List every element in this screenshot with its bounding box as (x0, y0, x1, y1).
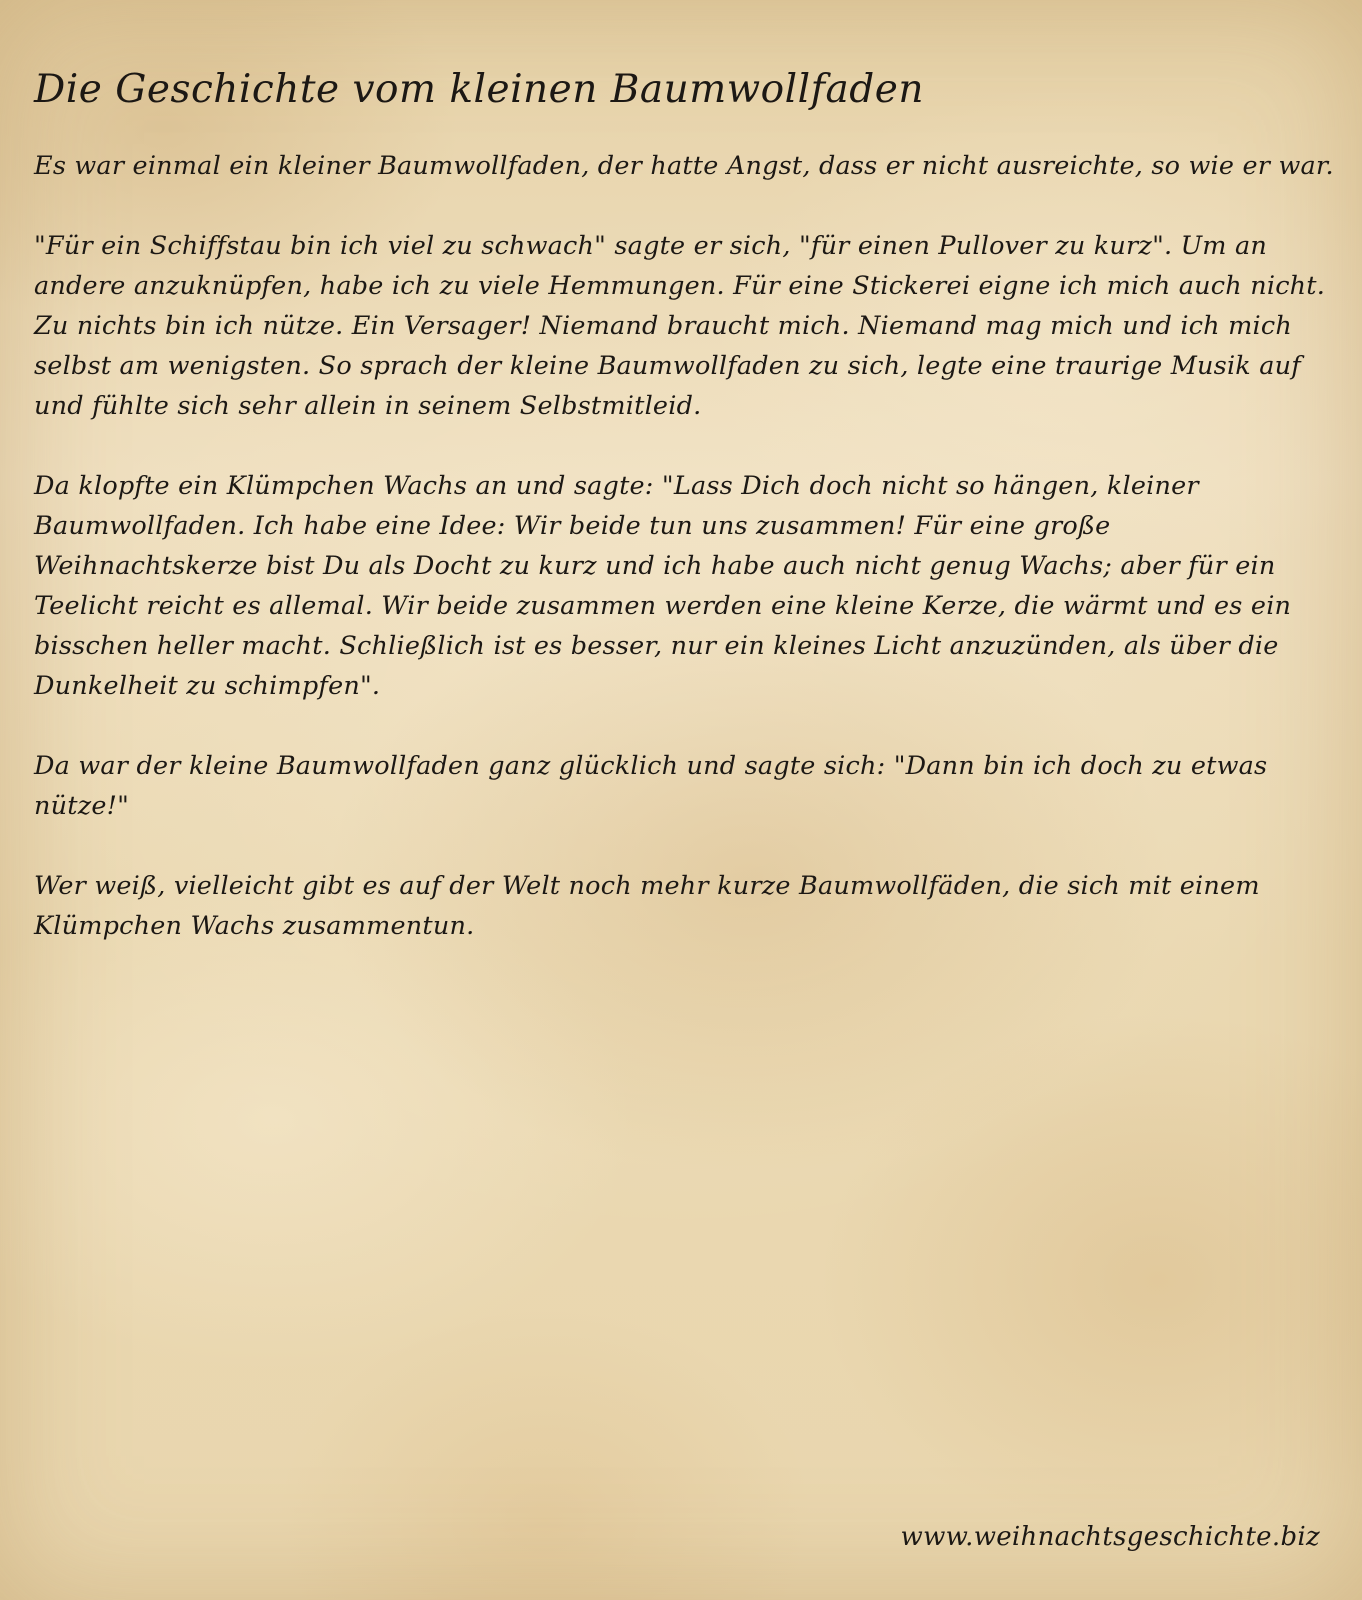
story-title: Die Geschichte vom kleinen Baumwollfaden (34, 67, 924, 112)
story-document (34, 58, 1334, 986)
story-paragraph-2: "Für ein Schiffstau bin ich viel zu schwach" sagte er sich, "für einen Pullover zu kurz". Um an andere anzuknüpfen, habe ich zu viele Hemmungen. Für eine Stickerei eigne ich mich auch nicht. Zu nichts bin ich nütze. Ein Versager! Niemand braucht mich. Niemand mag mich und ich mich selbst am wenigsten. So sprach der kleine Baumwollfaden zu sich, legte eine traurige Musik auf und fühlte sich sehr allein in seinem Selbstmitleid. (34, 231, 1326, 421)
story-paragraph-5: Wer weiß, vielleicht gibt es auf der Welt noch mehr kurze Baumwollfäden, die sich mit einem Klümpchen Wachs zusammentun. (34, 871, 1260, 941)
story-paragraph-3: Da klopfte ein Klümpchen Wachs an und sagte: "Lass Dich doch nicht so hängen, kleiner Baumwollfaden. Ich habe eine Idee: Wir beide tun uns zusammen! Für eine große Weihnachtskerze bist Du als Docht zu kurz und ich habe auch nicht genug Wachs; aber für ein Teelicht reicht es allemal. Wir beide zusammen werden eine kleine Kerze, die wärmt und es ein bisschen heller macht. Schließlich ist es besser, nur ein kleines Licht anzuzünden, als über die Dunkelheit zu schimpfen". (34, 471, 1292, 701)
story-paragraph-1: Es war einmal ein kleiner Baumwollfaden, der hatte Angst, dass er nicht ausreichte, so wie er war. (34, 151, 1334, 181)
website-link[interactable]: www.weihnachtsgeschichte.biz (900, 1522, 1320, 1552)
story-paragraph-4: Da war der kleine Baumwollfaden ganz glücklich und sagte sich: "Dann bin ich doch zu etwas nütze!" (34, 751, 1268, 821)
